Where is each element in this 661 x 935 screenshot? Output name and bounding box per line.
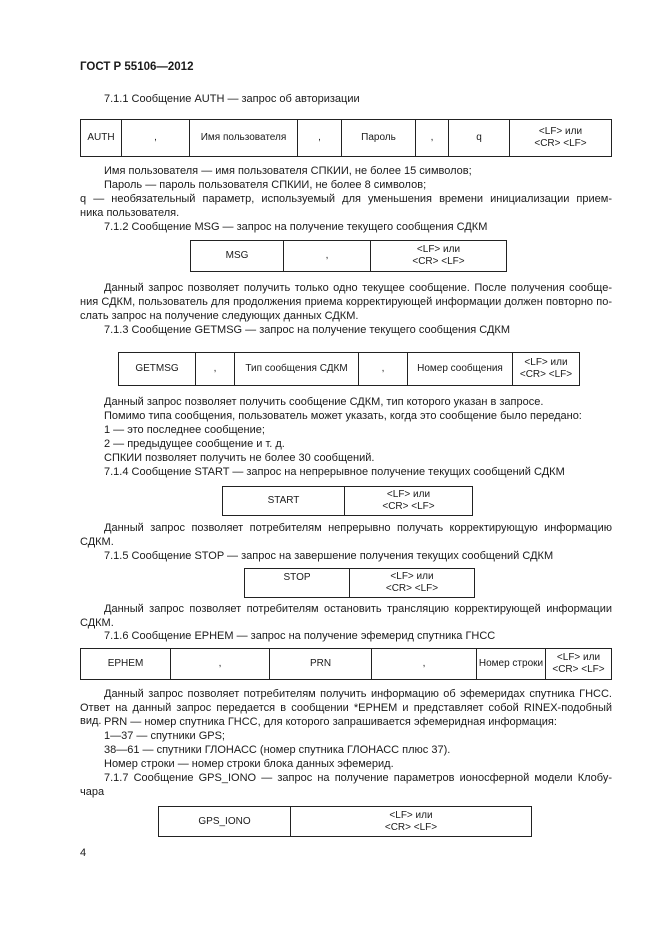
section-7-1-6-heading: 7.1.6 Сообщение EPHEM — запрос на получение эфемерид спутника ГНСС xyxy=(104,630,496,642)
desc-line: PRN — номер спутника ГНСС, для которого запрашивается эфемеридная информация: xyxy=(104,716,557,728)
field-cell: Номер строки xyxy=(477,649,546,680)
desc-line: ника пользователя. xyxy=(80,207,180,219)
auth-format-table xyxy=(80,119,612,157)
separator-cell: , xyxy=(122,120,190,157)
field-cell: Имя пользователя xyxy=(190,120,298,157)
separator-cell: , xyxy=(171,649,270,680)
desc-line: СДКМ. xyxy=(80,617,114,629)
separator-cell: , xyxy=(196,353,235,386)
field-cell: q xyxy=(449,120,510,157)
terminator-cell: <LF> или <CR> <LF> xyxy=(345,487,473,516)
desc-line: 38—61 — спутники ГЛОНАСС (номер спутника ГЛОНАСС плюс 37). xyxy=(104,744,451,756)
field-cell: AUTH xyxy=(81,120,122,157)
terminator-cell: <LF> или <CR> <LF> xyxy=(513,353,580,386)
section-7-1-7-heading: 7.1.7 Сообщение GPS_IONO — запрос на получение параметров ионосферной модели Клобу- xyxy=(104,772,612,784)
terminator-cell: <LF> или <CR> <LF> xyxy=(546,649,612,680)
terminator-cell: <LF> или <CR> <LF> xyxy=(350,569,475,598)
section-7-1-4-heading: 7.1.4 Сообщение START — запрос на непрерывное получение текущих сообщений СДКМ xyxy=(104,466,565,478)
field-cell: START xyxy=(223,487,345,516)
separator-cell: , xyxy=(359,353,408,386)
gps-iono-format-table xyxy=(158,806,532,837)
ephem-format-table xyxy=(80,648,612,680)
field-cell: GETMSG xyxy=(119,353,196,386)
field-cell: Пароль xyxy=(342,120,416,157)
desc-line: 1—37 — спутники GPS; xyxy=(104,730,225,742)
section-7-1-7-heading-cont: чара xyxy=(80,786,105,798)
desc-line: СПКИИ позволяет получить не более 30 сообщений. xyxy=(104,452,375,464)
msg-format-table xyxy=(190,240,507,272)
field-cell: GPS_IONO xyxy=(159,807,291,837)
field-cell: Номер сообщения xyxy=(408,353,513,386)
terminator-cell: <LF> или <CR> <LF> xyxy=(371,241,507,272)
separator-cell: , xyxy=(372,649,477,680)
desc-line: Помимо типа сообщения, пользователь может указать, когда это сообщение было передано: xyxy=(104,410,582,422)
desc-line: ния СДКМ, пользователь для продолжения приема корректирующей информации должен повторно по- xyxy=(80,296,612,308)
stop-format-table xyxy=(244,568,475,598)
page-number: 4 xyxy=(80,847,87,859)
section-7-1-5-heading: 7.1.5 Сообщение STOP — запрос на завершение получения текущих сообщений СДКМ xyxy=(104,550,554,562)
field-cell: EPHEM xyxy=(81,649,171,680)
desc-line: 2 — предыдущее сообщение и т. д. xyxy=(104,438,285,450)
terminator-cell: <LF> или <CR> <LF> xyxy=(510,120,612,157)
desc-line: Номер строки — номер строки блока данных эфемерид. xyxy=(104,758,394,770)
desc-line: слать запрос на получение следующих данных СДКМ. xyxy=(80,310,359,322)
field-cell: Тип сообщения СДКМ xyxy=(235,353,359,386)
section-7-1-2-heading: 7.1.2 Сообщение MSG — запрос на получение текущего сообщения СДКМ xyxy=(104,221,488,233)
desc-line: Данный запрос позволяет потребителям непрерывно получать корректирующую информацию xyxy=(104,522,612,534)
desc-line: СДКМ. xyxy=(80,536,114,548)
field-cell: MSG xyxy=(191,241,284,272)
start-format-table xyxy=(222,486,473,516)
getmsg-format-table xyxy=(118,352,580,386)
section-7-1-3-heading: 7.1.3 Сообщение GETMSG — запрос на получение текущего сообщения СДКМ xyxy=(104,324,510,336)
section-7-1-1-heading: 7.1.1 Сообщение AUTH — запрос об авторизации xyxy=(104,93,360,105)
desc-line: q — необязательный параметр, используемый для уменьшения времени инициализации прием- xyxy=(80,193,612,205)
separator-cell: , xyxy=(298,120,342,157)
separator-cell: , xyxy=(284,241,371,272)
terminator-cell: <LF> или <CR> <LF> xyxy=(291,807,532,837)
desc-line: Данный запрос позволяет получить только одно текущее сообщение. После получения сообще- xyxy=(104,282,612,294)
field-cell: PRN xyxy=(270,649,372,680)
desc-line: Данный запрос позволяет потребителям остановить трансляцию корректирующей информации xyxy=(104,603,612,615)
document-header: ГОСТ Р 55106—2012 xyxy=(80,61,194,73)
desc-line: Ответ на данный запрос передается в сообщении *EPHEM и представляет собой RINEX-подобный вид. xyxy=(80,702,612,727)
desc-line: Данный запрос позволяет потребителям получить информацию об эфемеридах спутника ГНСС. xyxy=(104,688,612,700)
desc-line: Пароль — пароль пользователя СПКИИ, не более 8 символов; xyxy=(104,179,427,191)
desc-line: 1 — это последнее сообщение; xyxy=(104,424,265,436)
separator-cell: , xyxy=(416,120,449,157)
desc-line: Данный запрос позволяет получить сообщение СДКМ, тип которого указан в запросе. xyxy=(104,396,544,408)
desc-line: Имя пользователя — имя пользователя СПКИИ, не более 15 символов; xyxy=(104,165,472,177)
field-cell: STOP xyxy=(245,569,350,598)
